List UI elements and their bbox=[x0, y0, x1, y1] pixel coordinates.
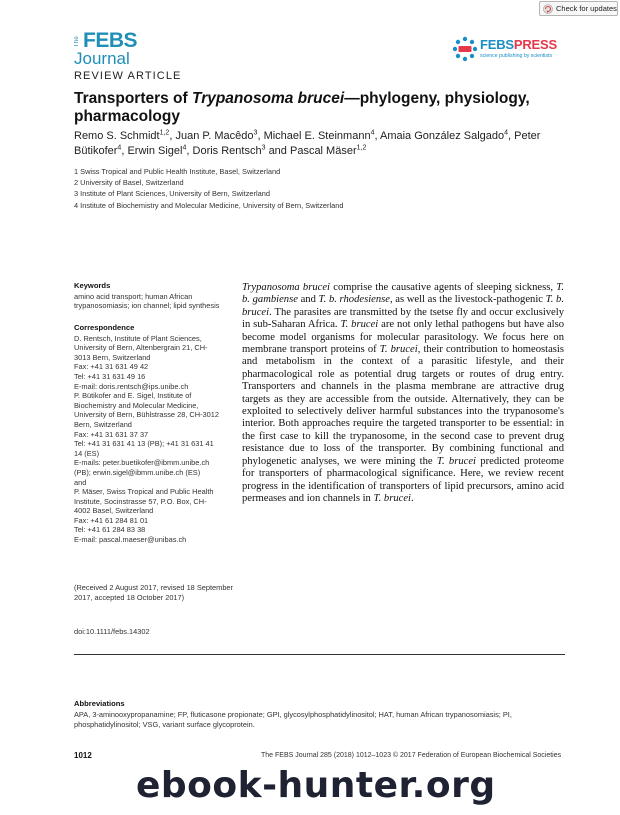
journal-logo-journal: Journal bbox=[74, 49, 130, 68]
abstract-segment: are not only lethal pathogens but have also become model organisms for molecular parasitology. We focus here on membrane transport proteins of bbox=[242, 319, 565, 356]
abstract-segment: comprise the causative agents of sleeping sickness, bbox=[330, 282, 557, 293]
correspondence-line: P. Mäser, Swiss Tropical and Public Health bbox=[74, 487, 214, 497]
author-affiliation-marker: 4 bbox=[182, 143, 187, 151]
press-logo-tagline: science publishing by scientists bbox=[480, 53, 553, 59]
author-name: Remo S. Schmidt bbox=[74, 130, 160, 142]
abstract-species-name: T. brucei bbox=[340, 319, 379, 331]
title-suffix: —phylogeny, physiology, pharmacology bbox=[74, 90, 530, 125]
author-affiliation-marker: 4 bbox=[370, 129, 375, 137]
abstract-species-name: Trypanosoma brucei bbox=[242, 282, 330, 293]
correspondence-heading: Correspondence bbox=[74, 323, 135, 332]
correspondence-line: University of Bern, Altenbergrain 21, CH- bbox=[74, 343, 208, 353]
author-name: Juan P. Macêdo bbox=[175, 130, 254, 142]
keywords-section bbox=[74, 281, 234, 311]
press-logo-name bbox=[480, 37, 557, 52]
correspondence-line: Fax: +41 31 631 37 37 bbox=[74, 429, 149, 439]
watermark-text: ebook-hunter.org bbox=[136, 765, 496, 806]
abstract-species-name: T. brucei bbox=[373, 492, 411, 504]
journal-logo-febs: FEBS bbox=[83, 29, 138, 52]
check-for-updates-button[interactable] bbox=[539, 1, 618, 16]
author-joiner: and bbox=[268, 144, 287, 157]
abstract-segment: , as well as the livestock-pathogenic bbox=[389, 294, 546, 306]
abstract-divider bbox=[74, 654, 565, 655]
author-affiliation-marker: 3 bbox=[261, 143, 266, 151]
keywords-text: amino acid transport; human African trypanosomiasis; ion channel; lipid synthesis bbox=[74, 291, 220, 311]
abstract-segment: predicted proteome for transporters of pharmacological significance. Here, we review recent progress in the identification of transporters of lipid precursors, amino acid permeases and ion channels in bbox=[242, 455, 564, 504]
author-name: Amaia González Salgado bbox=[379, 130, 505, 142]
keywords-heading: Keywords bbox=[74, 281, 111, 290]
affiliation-line: 3 Institute of Plant Sciences, University of Bern, Switzerland bbox=[74, 189, 270, 199]
press-logo-febs: FEBS bbox=[480, 37, 514, 52]
check-updates-label: Check for updates bbox=[556, 4, 617, 13]
abbreviations-section bbox=[74, 699, 565, 731]
correspondence-line: Institute, Socinstrasse 57, P.O. Box, CH- bbox=[74, 496, 207, 506]
author-name: Erwin Sigel bbox=[127, 144, 183, 157]
refresh-icon bbox=[543, 4, 553, 14]
abbreviations-heading: Abbreviations bbox=[74, 699, 125, 708]
correspondence-lines bbox=[74, 334, 234, 545]
abstract-segment: . The parasites are transmitted by the tsetse fly and occur exclusively in sub-Saharan Africa. bbox=[242, 306, 564, 331]
author-name: Pascal Mäser bbox=[289, 144, 357, 157]
correspondence-line: (PB); erwin.sigel@ibmm.unibe.ch (ES) bbox=[74, 467, 201, 477]
correspondence-line[interactable]: E-mails: peter.buetikofer@ibmm.unibe.ch bbox=[74, 458, 210, 468]
correspondence-line: 3013 Bern, Switzerland bbox=[74, 352, 151, 362]
affiliation-line: 4 Institute of Biochemistry and Molecular Medicine, University of Bern, Switzerland bbox=[74, 200, 344, 210]
febs-press-logo bbox=[452, 36, 572, 66]
correspondence-line: Tel: +41 31 631 49 16 bbox=[74, 371, 146, 381]
abstract-species-name: T. brucei bbox=[379, 344, 418, 356]
correspondence-line: P. Bütikofer and E. Sigel, Institute of bbox=[74, 391, 192, 401]
correspondence-line[interactable]: E-mail: pascal.maeser@unibas.ch bbox=[74, 535, 187, 545]
page-number: 1012 bbox=[74, 751, 92, 760]
correspondence-line: Tel: +41 61 284 83 38 bbox=[74, 525, 146, 535]
author-name: Doris Rentsch bbox=[192, 144, 262, 157]
affiliation-line: 2 University of Basel, Switzerland bbox=[74, 178, 184, 188]
received-dates: (Received 2 August 2017, revised 18 September 2017, accepted 18 October 2017) bbox=[74, 583, 233, 602]
title-prefix: Transporters of bbox=[74, 90, 192, 107]
article-type-label: REVIEW ARTICLE bbox=[74, 70, 182, 82]
abbreviations-text: APA, 3-aminooxypropanamine; FP, fluticasone propionate; GPI, glycosylphosphatidylinositol; HAT, human African trypanosomiasis; PI, phosphatidylinositol; VSG, variant surface glycoprotein. bbox=[74, 710, 512, 730]
correspondence-line: D. Rentsch, Institute of Plant Sciences, bbox=[74, 333, 202, 343]
doi-link[interactable]: doi:10.1111/febs.14302 bbox=[74, 627, 150, 636]
correspondence-line: 4002 Basel, Switzerland bbox=[74, 506, 154, 516]
article-title bbox=[74, 90, 544, 126]
author-affiliation-marker: 4 bbox=[504, 129, 509, 137]
affiliation-line: 1 Swiss Tropical and Public Health Institute, Basel, Switzerland bbox=[74, 167, 281, 176]
author-affiliation-marker: 1,2 bbox=[356, 143, 367, 151]
correspondence-line: and bbox=[74, 477, 87, 487]
abstract-text bbox=[242, 282, 564, 505]
author-affiliation-marker: 3 bbox=[253, 129, 258, 137]
author-list: Remo S. Schmidt$^{1,2}$, Juan P. Macêdo$^3$, Michael E. Steinmann$^4$, Amaia González Salgado$^4$, Peter Bütikofer$^4$, Erwin Sigel$^4$, Doris Rentsch$^3$ and Pascal Mäser$^{1,2}$ bbox=[74, 129, 541, 157]
affiliation-list bbox=[74, 166, 343, 211]
author-name: Peter Bütikofer bbox=[74, 130, 541, 157]
correspondence-section bbox=[74, 323, 234, 545]
abstract-species-name: T. b. brucei bbox=[242, 294, 564, 318]
abstract-segment: and bbox=[297, 294, 319, 306]
febs-journal-logo bbox=[74, 30, 144, 70]
correspondence-line: Fax: +41 31 631 49 42 bbox=[74, 362, 149, 372]
author-name: Michael E. Steinmann bbox=[263, 130, 371, 142]
author-affiliation-marker: 4 bbox=[117, 143, 122, 151]
journal-logo-the: The bbox=[74, 36, 80, 48]
abstract-species-name: T. b. rhodesiense bbox=[318, 294, 390, 306]
correspondence-line: Bern, Switzerland bbox=[74, 419, 132, 429]
correspondence-line[interactable]: E-mail: doris.rentsch@ips.unibe.ch bbox=[74, 381, 189, 391]
febs-press-emblem-icon bbox=[452, 36, 478, 62]
correspondence-line: Tel: +41 31 631 41 13 (PB); +41 31 631 41 bbox=[74, 439, 214, 449]
abstract-segment: . bbox=[410, 492, 414, 504]
abstract-species-name: T. b. gambiense bbox=[242, 282, 564, 306]
abstract-segment: , their contribution to homeostasis and metabolism in the context of a parasitic lifestyle, and their pharmacological role as potential drug targets or routes of drug entry. Transporters and channels in the plasma membrane are attractive drug targets as they are accessible from the outside. Alternatively, they can be exploited to selectively deliver harmful substances into the trypanosome's interior. Both approaches require the targeted transporter to be essential: in the first case to kill the trypanosome, in the second case to prevent drug resistance due to loss of the transporter. By combining functional and phylogenetic analyses, we were mining the bbox=[242, 344, 564, 467]
abstract-species-name: T. brucei bbox=[436, 455, 476, 467]
correspondence-line: 14 (ES) bbox=[74, 448, 100, 458]
title-italic: Trypanosoma brucei bbox=[192, 90, 345, 107]
correspondence-line: Biochemistry and Molecular Medicine, bbox=[74, 400, 199, 410]
correspondence-line: University of Bern, Bühlstrasse 28, CH-3012 bbox=[74, 410, 220, 420]
press-logo-press: PRESS bbox=[513, 37, 557, 52]
correspondence-line: Fax: +41 61 284 81 01 bbox=[74, 515, 149, 525]
running-footer: The FEBS Journal 285 (2018) 1012–1023 © 2017 Federation of European Biochemical Societies bbox=[261, 752, 562, 759]
author-affiliation-marker: 1,2 bbox=[159, 129, 170, 137]
